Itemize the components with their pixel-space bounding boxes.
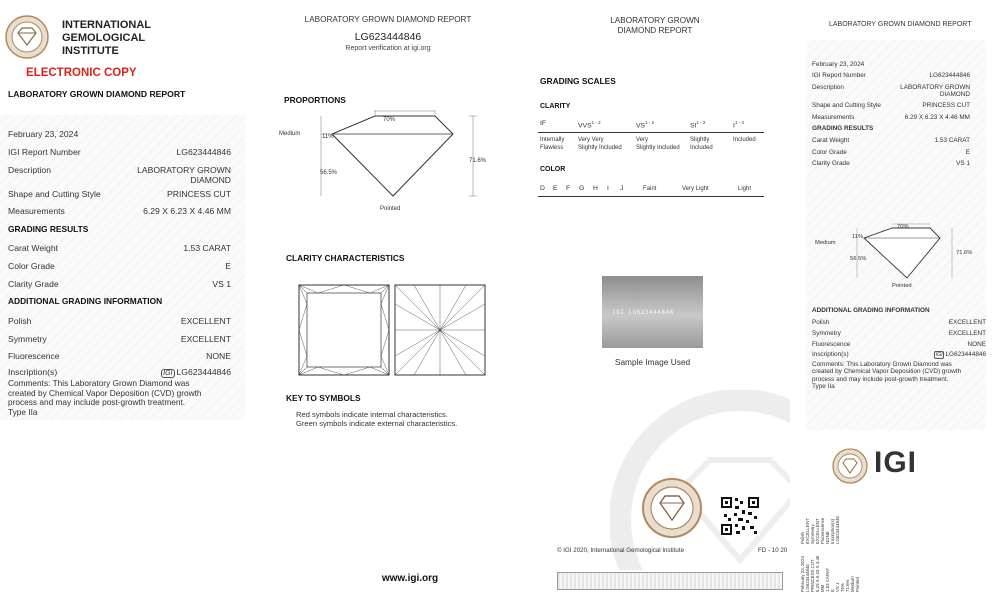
summary-value-polish: EXCELLENT <box>948 319 986 326</box>
grading-results-heading: GRADING RESULTS <box>8 224 89 234</box>
clarity-characteristics-heading: CLARITY CHARACTERISTICS <box>286 253 405 263</box>
key-line-1: Red symbols indicate internal characteristics. <box>296 410 448 419</box>
grading-scales-heading: GRADING SCALES <box>540 76 616 86</box>
summary-date: February 23, 2024 <box>812 61 865 68</box>
copyright-text: © IGI 2020, International Gemological Institute <box>557 547 685 554</box>
label-measurements: Measurements <box>8 206 65 216</box>
crown-percent: 11% <box>322 134 334 140</box>
color-j: J <box>620 185 624 192</box>
summary-value-description-2: DIAMOND <box>939 91 970 98</box>
summary-value-clarity: VS 1 <box>956 160 970 167</box>
clarity-desc-si-2: Included <box>690 144 713 151</box>
girdle-label: Medium <box>279 131 301 137</box>
summary-comments-4: Type IIa <box>812 383 835 391</box>
clarity-scale-heading: CLARITY <box>540 103 571 110</box>
clarity-desc-vvs-1: Very Very <box>578 137 604 143</box>
org-name-line3: INSTITUTE <box>62 45 119 57</box>
color-desc-faint: Faint <box>643 186 657 192</box>
summary-crown-percent: 11% <box>852 234 864 240</box>
label-carat: Carat Weight <box>8 243 58 253</box>
value-fluorescence: NONE <box>206 351 231 361</box>
value-carat: 1.53 CARAT <box>183 243 231 253</box>
clarity-vvs: VVS$^{1 - 2}$ <box>578 120 601 130</box>
summary-table-percent: 70% <box>897 224 909 230</box>
clarity-desc-i: Included <box>733 137 756 143</box>
color-f: F <box>566 185 571 192</box>
color-e: E <box>553 185 558 192</box>
igi-mark-icon: IGI <box>163 370 173 377</box>
comments-line-1: Comments: This Laboratory Grown Diamond was <box>8 378 190 388</box>
value-description-2: DIAMOND <box>190 175 231 185</box>
summary-value-shape: PRINCESS CUT <box>922 102 970 109</box>
value-inscription: IGI LG623444846 <box>163 367 231 377</box>
summary-label-clarity: Clarity Grade <box>812 160 850 167</box>
value-description-1: LABORATORY GROWN <box>137 165 231 175</box>
summary-value-measurements: 6.29 X 6.23 X 4.46 MM <box>904 114 970 121</box>
summary-title: LABORATORY GROWN DIAMOND REPORT <box>829 21 972 28</box>
clarity-desc-vs-2: Slightly Included <box>636 144 680 151</box>
summary-culet-label: Pointed <box>892 283 912 289</box>
comments-line-3: process and may include post-growth treatment. <box>8 397 186 407</box>
summary-label-symmetry: Symmetry <box>812 330 841 337</box>
sample-caption: Sample Image Used <box>614 357 691 367</box>
summary-label-shape: Shape and Cutting Style <box>812 102 881 109</box>
summary-comments-1: Comments: This Laboratory Grown Diamond was <box>812 361 952 368</box>
left-report-title: LABORATORY GROWN DIAMOND REPORT <box>8 89 186 99</box>
summary-label-description: Description <box>812 84 844 91</box>
clarity-desc-if-2: Flawless <box>540 144 564 151</box>
summary-girdle-label: Medium <box>815 240 836 246</box>
summary-pavilion-percent: 56.5% <box>850 256 867 262</box>
color-g: G <box>579 185 585 192</box>
key-line-2: Green symbols indicate external characteristics. <box>296 419 458 428</box>
color-scale-heading: COLOR <box>540 166 566 173</box>
additional-heading: ADDITIONAL GRADING INFORMATION <box>8 296 163 306</box>
sample-inscription-image: IGI LG623444846 <box>602 276 703 348</box>
summary-value-inscription: IGI LG623444846 <box>935 351 986 358</box>
summary-comments-3: process and may include post-growth treatment. <box>812 375 949 383</box>
value-shape: PRINCESS CUT <box>167 189 231 199</box>
diamond-profile-icon <box>275 108 495 218</box>
proportions-heading: PROPORTIONS <box>284 95 346 105</box>
security-strip <box>557 572 783 590</box>
summary-comments-2: created by Chemical Vapor Deposition (CVD) growth <box>812 368 962 376</box>
org-name-line1: INTERNATIONAL <box>62 19 152 31</box>
summary-grading-heading: GRADING RESULTS <box>812 125 874 132</box>
clarity-desc-if-1: Internally <box>540 137 565 143</box>
summary-value-symmetry: EXCELLENT <box>948 330 986 337</box>
org-name-line2: GEMOLOGICAL <box>62 32 146 44</box>
summary-igi-logo-text: IGI <box>874 446 918 479</box>
value-clarity: VS 1 <box>212 279 231 289</box>
culet-label: Pointed <box>380 206 401 212</box>
right-title-line-1: LABORATORY GROWN <box>610 16 700 25</box>
color-h: H <box>593 185 598 192</box>
summary-label-inscription: Inscription(s) <box>812 351 849 358</box>
summary-igi-seal-icon <box>832 448 868 484</box>
clarity-vs: VS$^{1 - 2}$ <box>636 120 655 130</box>
summary-value-description-1: LABORATORY GROWN <box>900 84 970 91</box>
label-clarity: Clarity Grade <box>8 279 59 289</box>
value-report-number: LG623444846 <box>176 147 231 157</box>
igi-seal-large-icon <box>642 478 702 538</box>
clarity-i: $I^{1 - 3}$ <box>733 120 744 130</box>
summary-label-polish: Polish <box>812 319 830 326</box>
pavilion-percent: 56.5% <box>320 170 338 176</box>
comments-line-2: created by Chemical Vapor Deposition (CVD) growth <box>8 387 202 398</box>
value-measurements: 6.29 X 6.23 X 4.46 MM <box>143 206 231 216</box>
summary-value-report-number: LG623444846 <box>929 72 970 79</box>
middle-title: LABORATORY GROWN DIAMOND REPORT <box>304 15 472 24</box>
color-scale-rule <box>538 196 764 197</box>
summary-additional-heading: ADDITIONAL GRADING INFORMATION <box>812 307 930 314</box>
color-desc-light: Light <box>738 186 752 192</box>
label-color: Color Grade <box>8 261 55 271</box>
depth-percent: 71.6% <box>469 158 487 164</box>
left-date: February 23, 2024 <box>8 129 79 139</box>
clarity-desc-vs-1: Very <box>636 137 649 143</box>
summary-value-color: E <box>965 149 970 156</box>
right-title-line-2: DIAMOND REPORT <box>617 26 693 35</box>
summary-value-carat: 1.53 CARAT <box>934 137 970 144</box>
value-color: E <box>225 261 231 271</box>
clarity-si: SI$^{1 - 2}$ <box>690 120 706 130</box>
label-symmetry: Symmetry <box>8 334 47 344</box>
website-link[interactable]: www.igi.org <box>381 573 439 584</box>
color-desc-very-light: Very Light <box>682 186 709 192</box>
table-percent: 70% <box>383 117 396 123</box>
label-polish: Polish <box>8 316 32 326</box>
report-verification: Report verification at igi.org <box>345 45 431 52</box>
clarity-desc-vvs-2: Slightly Included <box>578 144 622 151</box>
mini-rotated-report: February 23, 2024 LG623444846 PRINCESS CUT 6.29 X 6.23 X 4.46 MM 1.53 CARAT E VS 1 70% 71.6% Medium Pointed Polish EXCELLENT Symmetry EXCELLENT Fluorescence NONE Inscription(s) LG623444846 <box>800 516 860 592</box>
key-to-symbols-heading: KEY TO SYMBOLS <box>286 393 361 403</box>
summary-value-fluorescence: NONE <box>967 341 986 348</box>
princess-crown-icon <box>298 284 390 376</box>
summary-label-fluorescence: Fluorescence <box>812 341 851 348</box>
value-polish: EXCELLENT <box>180 316 231 326</box>
clarity-if: IF <box>540 120 547 127</box>
electronic-copy-label: ELECTRONIC COPY <box>26 67 137 79</box>
color-i: I <box>607 185 609 192</box>
igi-seal-icon <box>5 15 49 59</box>
label-report-number: IGI Report Number <box>8 147 81 157</box>
label-description: Description <box>8 165 51 175</box>
summary-label-color: Color Grade <box>812 149 847 156</box>
summary-depth-percent: 71.6% <box>956 250 973 256</box>
comments-line-4: Type IIa <box>8 406 38 417</box>
summary-label-report-number: IGI Report Number <box>812 72 866 79</box>
label-inscription: Inscription(s) <box>8 367 58 377</box>
form-code: FD - 10 20 <box>758 547 788 554</box>
value-symmetry: EXCELLENT <box>180 334 231 344</box>
color-d: D <box>540 185 545 192</box>
label-shape: Shape and Cutting Style <box>8 189 101 199</box>
middle-report-number: LG623444846 <box>354 31 422 43</box>
clarity-desc-si-1: Slightly <box>690 137 710 143</box>
qr-code-icon[interactable] <box>720 496 760 536</box>
princess-pavilion-icon <box>394 284 486 376</box>
summary-label-measurements: Measurements <box>812 114 855 121</box>
summary-igi-mark-icon: IGI <box>935 352 943 358</box>
summary-label-carat: Carat Weight <box>812 137 850 144</box>
label-fluorescence: Fluorescence <box>8 351 60 361</box>
clarity-scale-rule <box>538 132 764 133</box>
